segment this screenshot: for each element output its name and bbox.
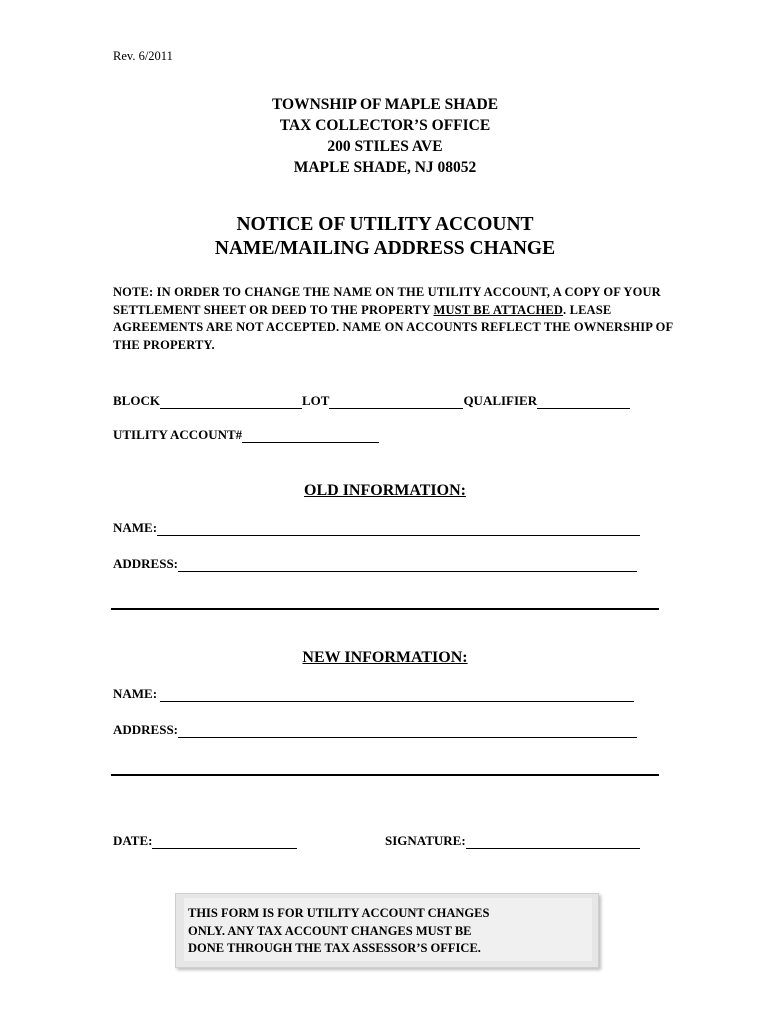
form-title-line-1: NOTICE OF UTILITY ACCOUNT (236, 214, 534, 235)
new-name-field[interactable] (160, 690, 634, 702)
new-address-line-2[interactable] (111, 774, 659, 776)
old-address-field[interactable] (178, 560, 637, 572)
lot-field[interactable] (329, 397, 463, 409)
lot-label: LOT (301, 393, 330, 408)
form-title (0, 213, 770, 261)
new-name-row (113, 686, 634, 702)
office-line-1: TOWNSHIP OF MAPLE SHADE (271, 96, 499, 113)
note-text-1: NOTE: IN ORDER TO CHANGE THE NAME ON THE UTILITY ACCOUNT, A COPY OF YOUR SETTLEMENT SHEET OR DEED TO THE PROPERTY (113, 285, 661, 317)
tax-notice-box (175, 893, 599, 968)
new-name-label: NAME: (113, 686, 161, 701)
old-name-row (113, 520, 640, 536)
note-underlined-text: MUST BE ATTACHED (433, 302, 564, 317)
tax-notice-line-2: ONLY. ANY TAX ACCOUNT CHANGES MUST BE (188, 923, 472, 938)
form-title-line-2: NAME/MAILING ADDRESS CHANGE (214, 238, 556, 259)
old-information-heading: OLD INFORMATION: (304, 482, 466, 499)
signature-field[interactable] (466, 837, 640, 849)
utility-account-field[interactable] (242, 431, 379, 443)
date-field[interactable] (152, 837, 297, 849)
signature-label: SIGNATURE: (385, 833, 466, 848)
tax-notice-line-3: DONE THROUGH THE TAX ASSESSOR’S OFFICE. (188, 941, 481, 955)
date-label: DATE: (113, 833, 153, 848)
tax-notice-line-1: THIS FORM IS FOR UTILITY ACCOUNT CHANGES (188, 906, 490, 920)
qualifier-field[interactable] (537, 397, 630, 409)
utility-account-label: UTILITY ACCOUNT# (113, 427, 243, 442)
new-address-label: ADDRESS: (113, 722, 179, 737)
block-label: BLOCK (113, 393, 160, 408)
new-address-field[interactable] (178, 726, 637, 738)
note-text-2: . LEASE AGREEMENTS ARE NOT ACCEPTED. NAME ON ACCOUNTS REFLECT THE OWNERSHIP OF THE PROPERTY. (113, 302, 673, 352)
qualifier-label: QUALIFIER (463, 393, 538, 408)
new-address-row (113, 722, 637, 738)
old-name-field[interactable] (157, 524, 640, 536)
new-information-heading: NEW INFORMATION: (302, 649, 468, 666)
old-address-label: ADDRESS: (113, 556, 179, 571)
signature-row (385, 833, 640, 849)
block-field[interactable] (160, 397, 302, 409)
office-line-4: MAPLE SHADE, NJ 08052 (293, 159, 477, 176)
date-row (113, 833, 297, 849)
old-name-label: NAME: (113, 520, 158, 535)
utility-account-row (113, 427, 379, 443)
office-line-2: TAX COLLECTOR’S OFFICE (279, 117, 491, 134)
note-paragraph (113, 284, 673, 354)
office-line-3: 200 STILES AVE (327, 138, 443, 155)
office-header (0, 94, 770, 178)
old-address-line-2[interactable] (111, 608, 659, 610)
revision-label: Rev. 6/2011 (113, 49, 173, 63)
old-address-row (113, 556, 637, 572)
tax-notice-text (188, 905, 588, 958)
property-id-row (113, 393, 630, 409)
